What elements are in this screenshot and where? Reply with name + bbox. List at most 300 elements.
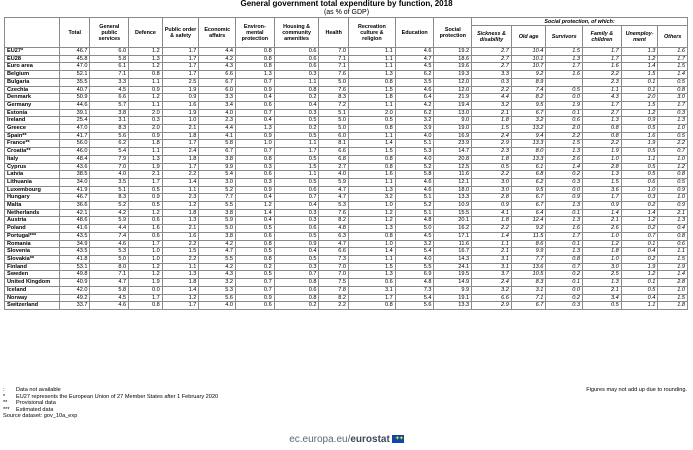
value-cell: 1.4: [658, 271, 688, 279]
value-cell: 1.2: [236, 202, 275, 210]
country-cell: Austria: [5, 217, 60, 225]
value-cell: 0.6: [236, 232, 275, 240]
value-cell: 1.3: [162, 271, 199, 279]
value-cell: 5.8: [199, 140, 236, 148]
value-cell: 9.5: [511, 101, 546, 109]
value-cell: 0.5: [658, 132, 688, 140]
value-cell: 7.1: [90, 71, 129, 79]
value-cell: 1.1: [129, 148, 163, 156]
value-cell: 3.8: [90, 109, 129, 117]
expenditure-table: [4, 17, 688, 310]
value-cell: 4.6: [395, 186, 434, 194]
value-cell: 0.3: [236, 178, 275, 186]
table-row: [5, 140, 688, 148]
value-cell: 4.7: [199, 248, 236, 256]
value-cell: 7.6: [319, 209, 349, 217]
value-cell: 16.9: [434, 132, 472, 140]
value-cell: 6.3: [319, 232, 349, 240]
value-cell: 0.9: [658, 186, 688, 194]
column-header: Total: [59, 18, 90, 48]
value-cell: 1.1: [583, 86, 622, 94]
value-cell: 1.8: [129, 140, 163, 148]
footnote-text: Provisional data: [16, 400, 56, 407]
country-cell: Latvia: [5, 171, 60, 179]
value-cell: 7.3: [319, 255, 349, 263]
value-cell: 2.0: [348, 109, 395, 117]
page-subtitle: (as % of GDP): [323, 9, 370, 16]
value-cell: 1.5: [162, 248, 199, 256]
value-cell: 5.0: [90, 255, 129, 263]
value-cell: 1.7: [583, 194, 622, 202]
value-cell: 6.6: [199, 71, 236, 79]
value-cell: 7.7: [511, 255, 546, 263]
value-cell: 0.7: [546, 263, 583, 271]
value-cell: 4.8: [395, 217, 434, 225]
value-cell: 0.9: [236, 186, 275, 194]
eurostat-brand[interactable]: [0, 434, 693, 445]
value-cell: 3.9: [395, 125, 434, 133]
value-cell: 0.8: [658, 86, 688, 94]
value-cell: 4.7: [395, 55, 434, 63]
value-cell: 53.1: [59, 263, 90, 271]
country-cell: Spain**: [5, 132, 60, 140]
page-title: General government total expenditure by function, 2018: [240, 0, 453, 8]
value-cell: 1.4: [621, 63, 658, 71]
value-cell: 13.2: [511, 125, 546, 133]
source-note: Source dataset: gov_10a_exp: [3, 413, 78, 420]
country-cell: Netherlands: [5, 209, 60, 217]
value-cell: 3.2: [395, 240, 434, 248]
table-row: [5, 209, 688, 217]
table-row: [5, 55, 688, 63]
value-cell: 0.5: [236, 225, 275, 233]
value-cell: 7.3: [395, 286, 434, 294]
value-cell: 4.8: [319, 225, 349, 233]
value-cell: 1.8: [583, 248, 622, 256]
value-cell: 0.6: [348, 279, 395, 287]
value-cell: 0.4: [274, 202, 319, 210]
value-cell: 1.7: [546, 232, 583, 240]
value-cell: 5.5: [199, 255, 236, 263]
value-cell: 5.1: [395, 194, 434, 202]
value-cell: 0.9: [129, 194, 163, 202]
value-cell: 5.9: [199, 217, 236, 225]
value-cell: 46.0: [59, 148, 90, 156]
value-cell: 0.7: [236, 109, 275, 117]
value-cell: 1.1: [658, 248, 688, 256]
value-cell: 6.2: [511, 178, 546, 186]
value-cell: 0.8: [658, 232, 688, 240]
value-cell: 1.6: [162, 101, 199, 109]
value-cell: 0.9: [583, 202, 622, 210]
value-cell: 0.8: [348, 78, 395, 86]
value-cell: 19.2: [434, 48, 472, 56]
value-cell: 0.5: [274, 255, 319, 263]
value-cell: 44.6: [59, 101, 90, 109]
value-cell: 5.1: [395, 140, 434, 148]
brand-prefix: ec.europa.eu/: [289, 434, 351, 445]
value-cell: 2.2: [162, 171, 199, 179]
value-cell: 2.2: [319, 302, 349, 310]
value-cell: 5.6: [90, 132, 129, 140]
value-cell: 0.6: [129, 232, 163, 240]
value-cell: 0.2: [621, 255, 658, 263]
value-cell: 1.0: [348, 240, 395, 248]
value-cell: 9.9: [199, 163, 236, 171]
value-cell: 0.4: [274, 101, 319, 109]
value-cell: 5.0: [319, 117, 349, 125]
value-cell: 2.5: [162, 78, 199, 86]
value-cell: 1.4: [162, 178, 199, 186]
value-cell: 1.7: [162, 55, 199, 63]
value-cell: 1.5: [274, 163, 319, 171]
value-cell: 7.2: [319, 101, 349, 109]
value-cell: 0.8: [348, 125, 395, 133]
value-cell: 1.7: [129, 294, 163, 302]
value-cell: 1.1: [162, 263, 199, 271]
brand-name: eurostat: [350, 434, 390, 445]
value-cell: 0.3: [274, 71, 319, 79]
value-cell: 1.6: [546, 225, 583, 233]
value-cell: 39.1: [59, 109, 90, 117]
value-cell: 0.5: [274, 232, 319, 240]
value-cell: 0.5: [658, 178, 688, 186]
value-cell: 12.5: [434, 163, 472, 171]
value-cell: 0.5: [546, 86, 583, 94]
value-cell: 0.3: [546, 302, 583, 310]
footnote-mark: ***: [3, 406, 10, 413]
value-cell: 0.6: [274, 63, 319, 71]
value-cell: 9.5: [511, 186, 546, 194]
value-cell: 4.6: [395, 86, 434, 94]
value-cell: 4.2: [199, 263, 236, 271]
table-row: [5, 155, 688, 163]
value-cell: 12.0: [434, 86, 472, 94]
value-cell: 1.1: [621, 155, 658, 163]
value-cell: 1.8: [658, 302, 688, 310]
value-cell: 1.1: [274, 171, 319, 179]
value-cell: 9.4: [511, 132, 546, 140]
column-header: Sickness & disability: [472, 26, 512, 48]
value-cell: 3.0: [472, 186, 512, 194]
value-cell: 8.6: [511, 240, 546, 248]
value-cell: 40.9: [59, 279, 90, 287]
value-cell: 20.8: [434, 155, 472, 163]
value-cell: 2.9: [472, 302, 512, 310]
value-cell: 1.1: [129, 78, 163, 86]
value-cell: 49.2: [59, 294, 90, 302]
value-cell: 2.2: [546, 132, 583, 140]
value-cell: 1.8: [472, 217, 512, 225]
value-cell: 4.0: [395, 255, 434, 263]
table-row: [5, 48, 688, 56]
value-cell: 8.2: [319, 217, 349, 225]
value-cell: 12.0: [434, 78, 472, 86]
value-cell: 9.9: [434, 286, 472, 294]
value-cell: 6.0: [90, 48, 129, 56]
value-cell: 0.8: [348, 232, 395, 240]
value-cell: 5.0: [395, 225, 434, 233]
table-row: [5, 225, 688, 233]
value-cell: 0.5: [129, 202, 163, 210]
value-cell: 10.1: [511, 55, 546, 63]
value-cell: 0.4: [621, 294, 658, 302]
value-cell: 6.8: [319, 155, 349, 163]
value-cell: 1.6: [658, 48, 688, 56]
value-cell: 47.0: [59, 125, 90, 133]
value-cell: 0.3: [621, 194, 658, 202]
value-cell: 19.3: [434, 71, 472, 79]
value-cell: 1.4: [621, 209, 658, 217]
value-cell: 8.3: [90, 194, 129, 202]
value-cell: 1.4: [472, 232, 512, 240]
social-protection-group-header: Social protection, of which:: [472, 18, 688, 26]
value-cell: 1.1: [348, 101, 395, 109]
value-cell: 7.4: [511, 86, 546, 94]
value-cell: 2.8: [658, 279, 688, 287]
value-cell: 2.0: [129, 109, 163, 117]
value-cell: 6.1: [90, 63, 129, 71]
column-header: Health: [319, 18, 349, 48]
value-cell: 1.2: [162, 202, 199, 210]
value-cell: 0.3: [658, 109, 688, 117]
value-cell: 0.9: [546, 194, 583, 202]
value-cell: 11.6: [434, 171, 472, 179]
value-cell: 5.4: [90, 148, 129, 156]
value-cell: 46.7: [59, 48, 90, 56]
value-cell: 4.0: [90, 171, 129, 179]
value-cell: 1.1: [472, 240, 512, 248]
value-cell: 0.4: [274, 248, 319, 256]
country-cell: Denmark: [5, 94, 60, 102]
value-cell: 3.2: [199, 279, 236, 287]
value-cell: 0.4: [236, 94, 275, 102]
value-cell: 7.1: [511, 294, 546, 302]
footnote-mark: **: [3, 400, 8, 407]
value-cell: 0.6: [274, 186, 319, 194]
value-cell: 0.3: [274, 217, 319, 225]
value-cell: 1.0: [583, 255, 622, 263]
value-cell: 47.0: [59, 63, 90, 71]
value-cell: 1.9: [621, 263, 658, 271]
value-cell: 4.1: [472, 209, 512, 217]
value-cell: 1.5: [546, 48, 583, 56]
table-row: [5, 101, 688, 109]
value-cell: 5.6: [199, 294, 236, 302]
value-cell: 14.9: [434, 279, 472, 287]
value-cell: 3.0: [658, 94, 688, 102]
value-cell: 13.3: [434, 302, 472, 310]
column-header: Recreation culture & religion: [348, 18, 395, 48]
column-header: Survivors: [546, 26, 583, 48]
value-cell: 1.1: [348, 178, 395, 186]
value-cell: 0.5: [129, 186, 163, 194]
value-cell: 5.4: [199, 171, 236, 179]
value-cell: 1.8: [162, 209, 199, 217]
value-cell: 1.7: [162, 163, 199, 171]
value-cell: 0.6: [658, 240, 688, 248]
value-cell: 6.8: [511, 171, 546, 179]
value-cell: 5.0: [319, 125, 349, 133]
value-cell: 9.2: [511, 71, 546, 79]
value-cell: 0.7: [274, 271, 319, 279]
country-cell: Luxembourg: [5, 186, 60, 194]
value-cell: 4.7: [90, 279, 129, 287]
value-cell: 2.4: [162, 148, 199, 156]
value-cell: 1.6: [583, 63, 622, 71]
value-cell: 7.0: [319, 48, 349, 56]
value-cell: 6.4: [395, 94, 434, 102]
country-cell: Switzerland: [5, 302, 60, 310]
value-cell: 0.3: [274, 263, 319, 271]
country-cell: Ireland: [5, 117, 60, 125]
value-cell: 4.2: [90, 209, 129, 217]
country-cell: Hungary: [5, 194, 60, 202]
value-cell: 0.8: [658, 171, 688, 179]
value-cell: 0.8: [129, 302, 163, 310]
value-cell: 0.6: [546, 117, 583, 125]
value-cell: 2.3: [472, 148, 512, 156]
country-cell: Lithuania: [5, 178, 60, 186]
value-cell: 0.5: [274, 117, 319, 125]
value-cell: 2.4: [472, 279, 512, 287]
value-cell: 3.8: [199, 232, 236, 240]
value-cell: 5.2: [90, 202, 129, 210]
value-cell: 0.2: [621, 225, 658, 233]
value-cell: 0.9: [129, 86, 163, 94]
value-cell: 7.6: [319, 71, 349, 79]
table-row: [5, 186, 688, 194]
table-row: [5, 194, 688, 202]
value-cell: 5.8: [90, 286, 129, 294]
value-cell: 0.8: [583, 132, 622, 140]
value-cell: 1.5: [546, 140, 583, 148]
value-cell: 1.3: [348, 186, 395, 194]
value-cell: 2.2: [583, 71, 622, 79]
value-cell: 1.3: [546, 202, 583, 210]
country-cell: Portugal***: [5, 232, 60, 240]
value-cell: 1.9: [583, 148, 622, 156]
value-cell: 2.7: [472, 63, 512, 71]
value-cell: 1.0: [348, 202, 395, 210]
value-cell: 1.1: [348, 255, 395, 263]
value-cell: 4.6: [90, 302, 129, 310]
value-cell: 50.9: [59, 94, 90, 102]
value-cell: 23.9: [434, 140, 472, 148]
value-cell: 4.3: [583, 94, 622, 102]
value-cell: 4.5: [395, 232, 434, 240]
value-cell: 5.6: [395, 302, 434, 310]
value-cell: 0.4: [658, 225, 688, 233]
value-cell: 2.1: [129, 171, 163, 179]
value-cell: 1.7: [658, 55, 688, 63]
value-cell: 2.8: [583, 163, 622, 171]
value-cell: 19.0: [434, 125, 472, 133]
value-cell: 2.1: [162, 225, 199, 233]
value-cell: 25.4: [59, 117, 90, 125]
value-cell: 4.0: [199, 302, 236, 310]
value-cell: 1.7: [162, 71, 199, 79]
value-cell: 2.3: [583, 78, 622, 86]
country-cell: Finland: [5, 263, 60, 271]
value-cell: 7.5: [319, 279, 349, 287]
value-cell: 1.9: [658, 263, 688, 271]
value-cell: 0.2: [274, 94, 319, 102]
value-cell: 0.3: [236, 163, 275, 171]
footnote-item: [3, 407, 218, 414]
value-cell: 1.5: [658, 63, 688, 71]
value-cell: 1.7: [129, 178, 163, 186]
value-cell: 6.7: [511, 194, 546, 202]
value-cell: 3.2: [395, 117, 434, 125]
value-cell: 0.5: [236, 248, 275, 256]
value-cell: 0.1: [621, 279, 658, 287]
value-cell: 13.6: [511, 263, 546, 271]
column-header: Housing & community amenities: [274, 18, 319, 48]
value-cell: 0.1: [546, 279, 583, 287]
value-cell: 1.5: [658, 255, 688, 263]
value-cell: 0.8: [236, 240, 275, 248]
value-cell: 2.7: [472, 55, 512, 63]
value-cell: 0.8: [348, 155, 395, 163]
table-row: [5, 109, 688, 117]
value-cell: 0.5: [621, 148, 658, 156]
value-cell: 1.8: [472, 155, 512, 163]
country-cell: Estonia: [5, 109, 60, 117]
footnote-mark: *: [3, 393, 6, 400]
value-cell: 41.7: [59, 132, 90, 140]
value-cell: 0.2: [621, 202, 658, 210]
value-cell: 4.5: [395, 63, 434, 71]
value-cell: 12.1: [434, 178, 472, 186]
table-row: [5, 255, 688, 263]
value-cell: 42.1: [59, 209, 90, 217]
value-cell: 1.7: [583, 55, 622, 63]
value-cell: 5.3: [319, 202, 349, 210]
value-cell: 1.6: [129, 225, 163, 233]
value-cell: 5.3: [395, 148, 434, 156]
footnote-item: [3, 400, 218, 407]
country-cell: Sweden: [5, 271, 60, 279]
value-cell: 10.4: [511, 48, 546, 56]
value-cell: 6.7: [511, 202, 546, 210]
value-cell: 0.5: [274, 178, 319, 186]
value-cell: 3.8: [199, 155, 236, 163]
value-cell: 43.5: [59, 232, 90, 240]
value-cell: 2.3: [162, 194, 199, 202]
value-cell: 17.1: [434, 232, 472, 240]
value-cell: 1.8: [162, 155, 199, 163]
value-cell: 3.2: [472, 101, 512, 109]
value-cell: 10.7: [511, 63, 546, 71]
value-cell: 6.4: [511, 209, 546, 217]
value-cell: 41.9: [59, 186, 90, 194]
country-cell: Bulgaria: [5, 78, 60, 86]
value-cell: 6.6: [90, 94, 129, 102]
value-cell: 38.5: [59, 171, 90, 179]
value-cell: 1.4: [236, 209, 275, 217]
value-cell: 2.2: [583, 140, 622, 148]
value-cell: 13.0: [434, 109, 472, 117]
value-cell: 1.2: [583, 240, 622, 248]
value-cell: 0.3: [274, 209, 319, 217]
table-row: [5, 294, 688, 302]
value-cell: 2.1: [472, 109, 512, 117]
column-header: General public services: [90, 18, 129, 48]
country-cell: Poland: [5, 225, 60, 233]
value-cell: 6.2: [90, 140, 129, 148]
column-header: Family & children: [583, 26, 622, 48]
